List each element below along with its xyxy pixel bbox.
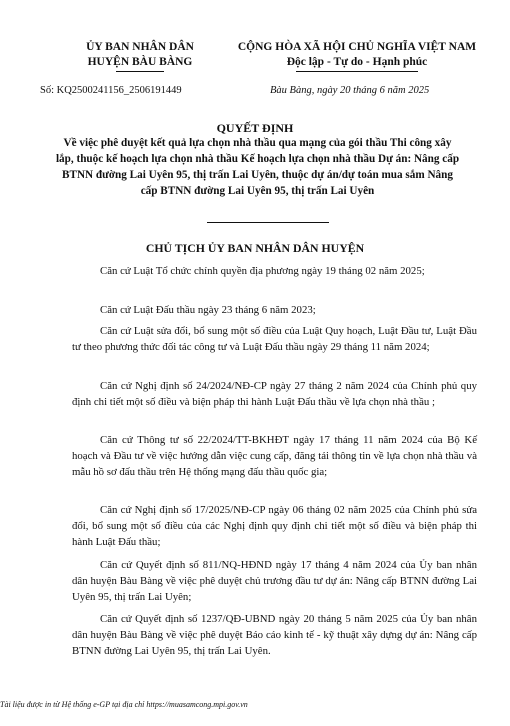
- legal-basis-6: Căn cứ Nghị định số 17/2025/NĐ-CP ngày 06 tháng 02 năm 2025 của Chính phủ sửa đổi, bổ sung một số điều của các Nghị định quy định chi tiết một số điều và biện pháp thi hành Luật Đấu thầu;: [72, 504, 477, 548]
- legal-basis-5: Căn cứ Thông tư số 22/2024/TT-BKHĐT ngày 17 tháng 11 năm 2024 của Bộ Kế hoạch và Đầu tư về việc hướng dẫn việc cung cấp, đăng tải thông tin về lựa chọn nhà thầu và mẫu hồ sơ đấu thầu trên Hệ thống mạng đấu thầu quốc gia;: [72, 434, 477, 478]
- place-date: Bàu Bàng, ngày 20 tháng 6 năm 2025: [270, 85, 430, 96]
- legal-basis-8: Căn cứ Quyết định số 1237/QĐ-UBND ngày 20 tháng 5 năm 2025 của Ủy ban nhân dân huyện Bàu Bàng về việc phê duyệt Báo cáo kinh tế - kỹ thuật xây dựng dự án: Nâng cấp BTNN đường Lai Uyên 95, thị trấn Lai Uyên.: [72, 613, 477, 657]
- legal-basis-3: Căn cứ Luật sửa đổi, bổ sung một số điều của Luật Quy hoạch, Luật Đầu tư, Luật Đầu tư theo phương thức đối tác công tư và Luật Đấu thầu ngày 29 tháng 11 năm 2024;: [72, 325, 477, 353]
- document-number: Số: KQ2500241156_2506191449: [40, 85, 182, 96]
- legal-basis-7: Căn cứ Quyết định số 811/NQ-HĐND ngày 17 tháng 4 năm 2024 của Ủy ban nhân dân huyện Bàu Bàng về việc phê duyệt chủ trương đầu tư dự án: Nâng cấp BTNN đường Lai Uyên 95, thị trấn Lai Uyên;: [72, 559, 477, 603]
- issuing-agency: [60, 40, 220, 70]
- document-title: QUYẾT ĐỊNH: [216, 121, 294, 135]
- footer-source-note: Tài liệu được in từ Hệ thống e-GP tại địa chỉ https://muasamcong.mpi.gov.vn: [0, 700, 248, 709]
- legal-basis-2: Căn cứ Luật Đấu thầu ngày 23 tháng 6 năm 2023;: [100, 304, 316, 316]
- issuing-authority: CHỦ TỊCH ỦY BAN NHÂN DÂN HUYỆN: [145, 241, 365, 255]
- motto: Độc lập - Tự do - Hạnh phúc: [286, 56, 428, 68]
- legal-basis-1: Căn cứ Luật Tổ chức chính quyền địa phương ngày 19 tháng 02 năm 2025;: [100, 265, 425, 277]
- national-motto: [222, 40, 492, 70]
- agency-underline: [116, 71, 164, 72]
- subject-underline: [207, 222, 329, 223]
- country-name: CỘNG HÒA XÃ HỘI CHỦ NGHĨA VIỆT NAM: [237, 41, 477, 53]
- agency-line-1: ỦY BAN NHÂN DÂN: [86, 41, 194, 53]
- agency-line-2: HUYỆN BÀU BÀNG: [87, 56, 193, 68]
- document-subject: Về việc phê duyệt kết quả lựa chọn nhà thầu qua mạng của gói thầu Thi công xây lắp, thuộc kế hoạch lựa chọn nhà thầu Kế hoạch lựa chọn nhà thầu Dự án: Nâng cấp BTNN đường Lai Uyên 95, thị trấn Lai Uyên, thuộc dự án/dự toán mua sắm Nâng cấp BTNN đường Lai Uyên 95, thị trấn Lai Uyên: [55, 137, 460, 197]
- legal-basis-4: Căn cứ Nghị định số 24/2024/NĐ-CP ngày 27 tháng 2 năm 2024 của Chính phủ quy định chi tiết một số điều và biện pháp thi hành Luật Đấu thầu về lựa chọn nhà thầu ;: [72, 380, 477, 408]
- motto-underline: [296, 71, 418, 72]
